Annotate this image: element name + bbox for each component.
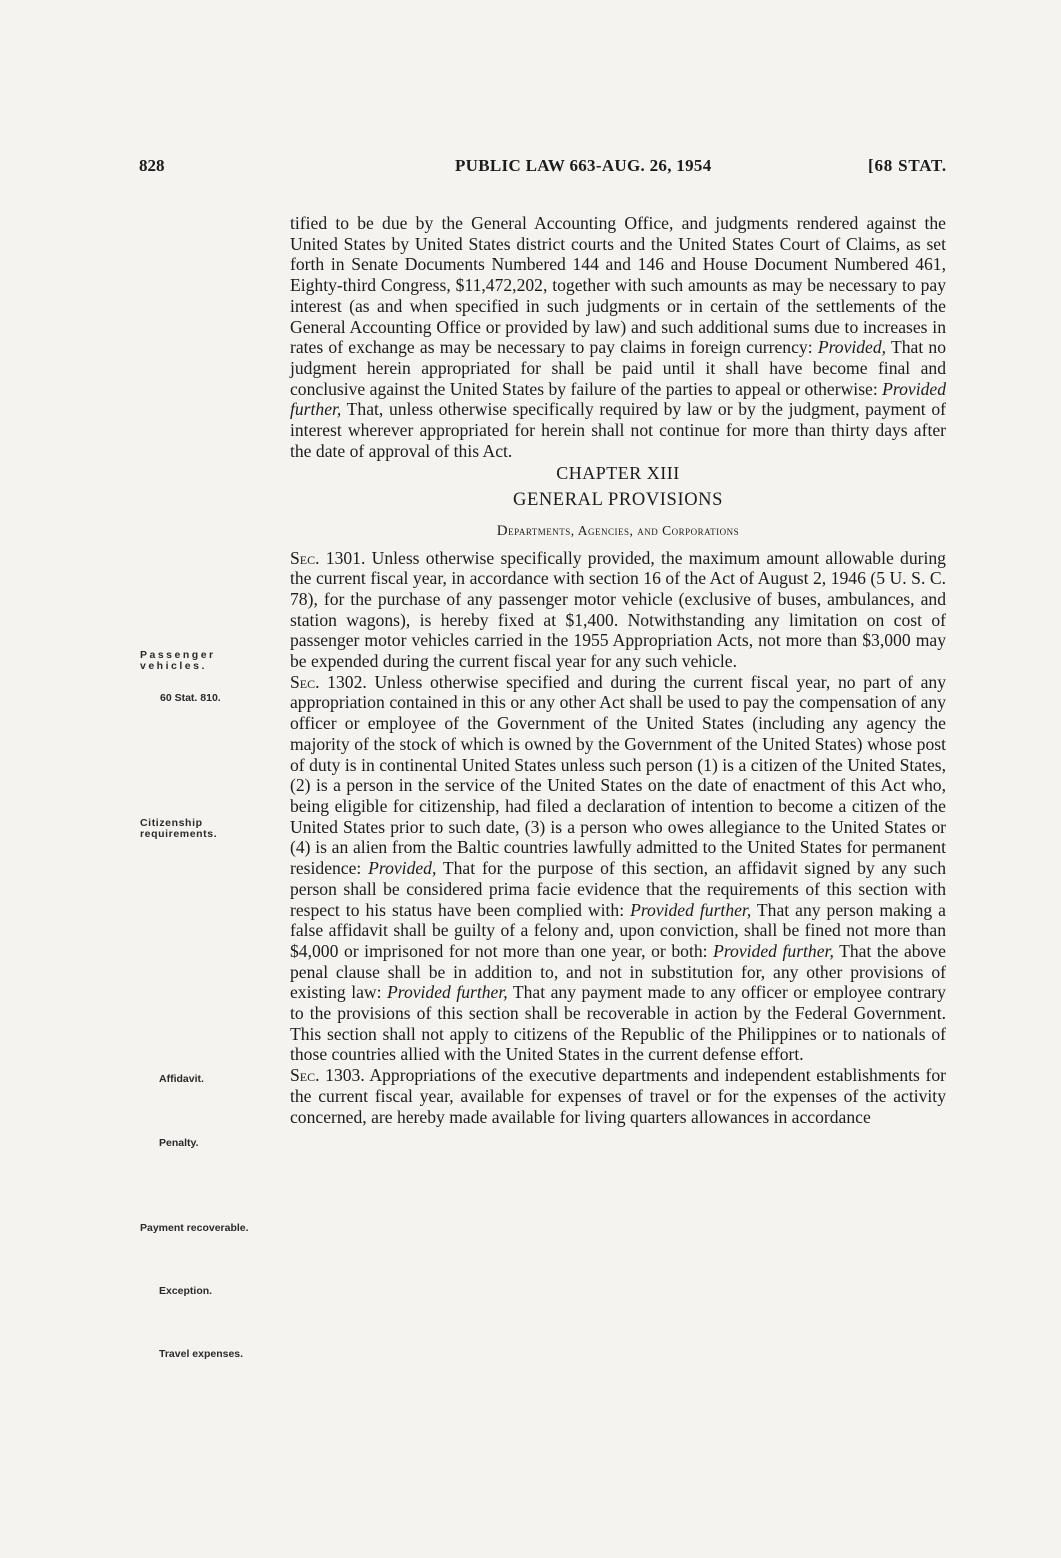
statute-reference: [68 STAT. (868, 156, 947, 175)
margin-note-payment-recoverable: Payment recoverable. (140, 1222, 249, 1234)
section-label: Sec. 1302. (290, 671, 367, 692)
margin-note-exception: Exception. (159, 1285, 213, 1297)
proviso-label: Provided further, (290, 378, 946, 420)
proviso-label: Provided further, (630, 899, 752, 920)
text-segment: Unless otherwise specifically provided, the maximum amount allowable during the current fiscal year, in accordance with section 16 of the Act of August 2, 1946 (5 U. S. C. 78), for the purchase of any passenger motor vehicle (exclusive of buses, ambulances, and station wagons), is hereby fixed at $1,400. Notwithstanding any limitation on cost of passenger motor vehicles carried in the 1955 Appropriation Acts, not more than $3,000 may be expended during the current fiscal year for any such vehicle. (290, 547, 946, 672)
header-title: PUBLIC LAW 663-AUG. 26, 1954 (455, 156, 712, 175)
margin-note-penalty: Penalty. (159, 1137, 199, 1149)
margin-note-affidavit: Affidavit. (159, 1073, 204, 1085)
chapter-title: GENERAL PROVISIONS (512, 490, 724, 511)
text-segment: That for the purpose of this section, an affidavit signed by any such person shall be considered prima facie evidence that the requirements of this section with respect to his status have been complied with: (290, 858, 946, 920)
body-text (290, 213, 946, 1127)
proviso-label: Provided further, (387, 982, 508, 1003)
section-label: Sec. 1301. (290, 547, 366, 568)
margin-note-citizenship: Citizenship requirements. (140, 817, 218, 840)
text-segment: That the above penal clause shall be in addition to, and not in substitution for, any other provisions of existing law: (290, 940, 946, 1003)
margin-note-travel-expenses: Travel expenses. (159, 1348, 244, 1360)
section-label: Sec. 1303. (290, 1065, 365, 1086)
text-segment: That no judgment herein appropriated for shall be paid until it shall have become final and conclusive against the United States by failure of the parties to appeal or otherwise: (290, 337, 947, 399)
text-segment: That, unless otherwise specifically required by law or by the judgment, payment of interest wherever appropriated for herein shall not continue for more than thirty days after the date of approval of this Act. (290, 399, 946, 461)
proviso-label: Provided, (817, 337, 887, 358)
section-1303 (290, 1065, 946, 1127)
chapter-number: CHAPTER XIII (556, 463, 680, 484)
proviso-label: Provided, (368, 858, 437, 879)
margin-note-stat-ref: 60 Stat. 810. (160, 692, 221, 704)
text-segment: Appropriations of the executive departments and independent establishments for the current fiscal year, available for expenses of travel or for the expenses of the activity concerned, are hereby made available for living quarters allowances in accordance (290, 1065, 946, 1127)
continuation-paragraph (290, 213, 946, 461)
margin-note-passenger-vehicles: Passenger vehicles. (140, 649, 216, 672)
section-1301 (290, 548, 946, 672)
page-number: 828 (139, 156, 165, 175)
text-segment: That any person making a false affidavit shall be guilty of a felony and, upon conviction, shall be fined not more than $4,000 or imprisoned for not more than one year, or both: (290, 899, 946, 961)
section-1302 (290, 672, 946, 1065)
running-header (139, 156, 947, 180)
text-segment: Unless otherwise specified and during the current fiscal year, no part of any appropriation contained in this or any other Act shall be used to pay the compensation of any officer or employee of the Government of the United States (including any agency the majority of the stock of which is owned by the Government of the United States) whose post of duty is in continental United States unless such person (1) is a citizen of the United States, (2) is a person in the service of the United States on the date of enactment of this Act who, being eligible for citizenship, had filed a declaration of intention to become a citizen of the United States prior to such date, (3) is a person who owes allegiance to the United States or (4) is an alien from the Baltic countries lawfully admitted to the United States for permanent residence: (290, 671, 946, 879)
text-segment: tified to be due by the General Accounting Office, and judgments rendered against the United States by United States district courts and the United States Court of Claims, as set forth in Senate Documents Numbered 144 and 146 and House Document Numbered 461, Eighty-third Congress, $11,472,202, together with such amounts as may be necessary to pay interest (as and when specified in such judgments or in certain of the settlements of the General Accounting Office or provided by law) and such additional sums due to increases in rates of exchange as may be necessary to pay claims in foreign currency: (290, 213, 946, 358)
text-segment: That any payment made to any officer or employee contrary to the provisions of this section shall be recoverable in action by the Federal Government. This section shall not apply to citizens of the Republic of the Philippines or to nationals of those countries allied with the United States in the current defense effort. (290, 982, 946, 1065)
chapter-subtitle: Departments, Agencies, and Corporations (496, 522, 740, 539)
proviso-label: Provided further, (713, 940, 834, 961)
